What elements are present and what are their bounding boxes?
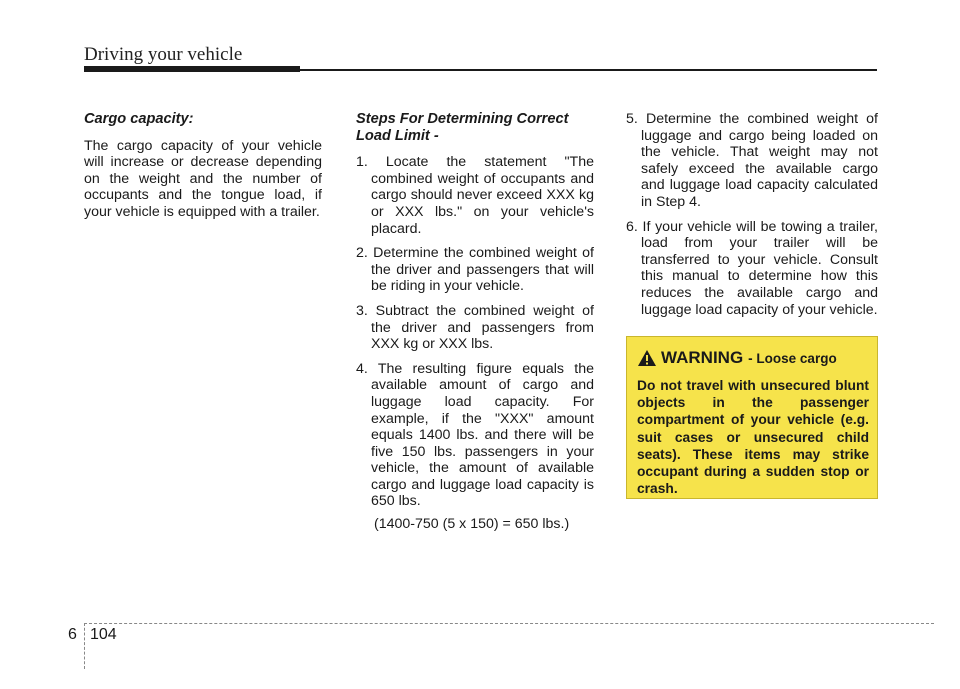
- warning-text: Do not travel with unsecured blunt objects in the passenger compartment of your vehicle (e.g. suit cases or unsecured child seats). These items may strike occupant during a sudden stop or crash.: [637, 378, 869, 497]
- warning-title: WARNING: [661, 348, 744, 367]
- step-item: 5. Determine the combined weight of luggage and cargo being loaded on the vehicle. That weight may not safely exceed the available cargo and luggage load capacity calculated in Step 4.: [626, 111, 878, 210]
- step-item: 2. Determine the combined weight of the driver and passengers that will be riding in your vehicle.: [356, 245, 594, 295]
- warning-header: [637, 349, 837, 367]
- chapter-number: 6: [68, 626, 77, 643]
- step-item: 6. If your vehicle will be towing a trailer, load from your trailer will be transferred to your vehicle. Consult this manual to determine how this reduces the available cargo and luggage load capacity of your vehicle.: [626, 218, 878, 318]
- step-item: 1. Locate the statement "The combined weight of occupants and cargo should never exceed XXX kg or XXX lbs." on your vehicle's placard.: [356, 154, 594, 237]
- header-rule-thin: [300, 69, 877, 71]
- step-calculation: (1400-750 (5 x 150) = 650 lbs.): [374, 516, 570, 533]
- header-rule-thick: [84, 66, 300, 72]
- cargo-capacity-text: The cargo capacity of your vehicle will increase or decrease depending on the weight and the number of occupants and the tongue load, if your vehicle is equipped with a trailer.: [84, 137, 322, 220]
- footer-rule: [84, 623, 934, 624]
- cargo-capacity-heading: Cargo capacity:: [84, 111, 194, 127]
- warning-box: [626, 336, 878, 499]
- column-steps-continued: [626, 111, 878, 326]
- page-header-title: Driving your vehicle: [84, 44, 243, 65]
- column-steps: [356, 111, 594, 533]
- steps-list-continued: [626, 111, 878, 318]
- warning-subtitle: - Loose cargo: [748, 351, 837, 366]
- steps-heading-line1: Steps For Determining Correct: [356, 111, 569, 127]
- footer-divider: [84, 623, 85, 669]
- steps-heading-line2: Load Limit -: [356, 127, 439, 144]
- step-item: 3. Subtract the combined weight of the driver and passengers from XXX kg or XXX lbs.: [356, 302, 594, 353]
- column-cargo-capacity: [84, 111, 322, 221]
- step-item: 4. The resulting figure equals the available amount of cargo and luggage load capacity. For example, if the "XXX" amount equals 1400 lbs. and there will be five 150 lbs. passengers in your vehicle, the amount of available cargo and luggage load capacity is 650 lbs.: [356, 360, 594, 510]
- page-number: 104: [90, 626, 117, 643]
- warning-triangle-icon: [637, 349, 657, 367]
- steps-heading: [356, 111, 594, 144]
- steps-list: [356, 154, 594, 510]
